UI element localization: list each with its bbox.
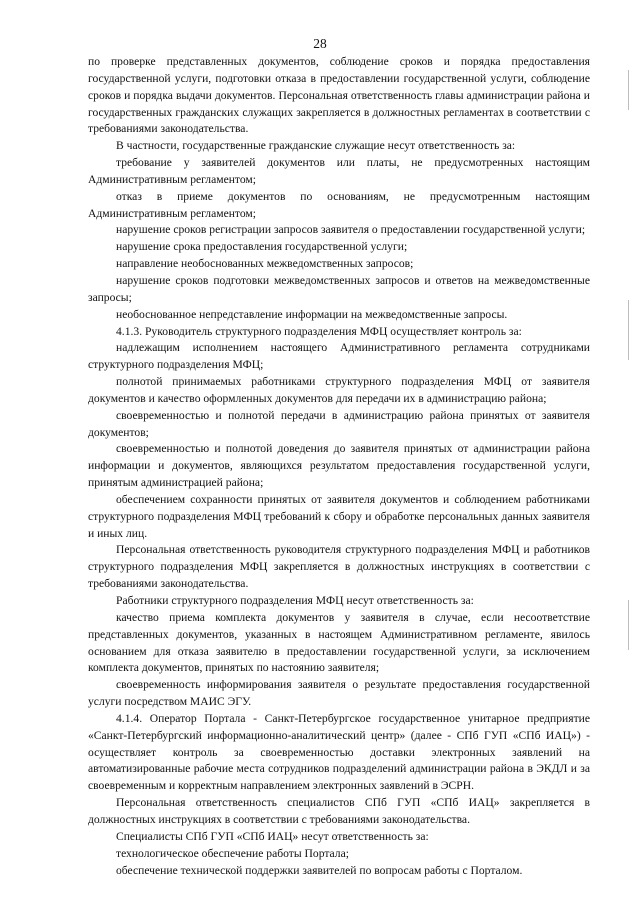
paragraph-8: нарушение сроков подготовки межведомственных запросов и ответов на межведомственные запросы; (88, 273, 590, 304)
paragraph-6: нарушение срока предоставления государственной услуги; (116, 240, 408, 254)
paragraph-2: В частности, государственные гражданские служащие несут ответственность за: (116, 139, 516, 153)
paragraph-17: Работники структурного подразделения МФЦ несут ответственность за: (116, 594, 474, 607)
scan-edge-mark (628, 70, 629, 110)
paragraph-16: Персональная ответственность руководителя структурного подразделения МФЦ и работников структурного подразделения МФЦ закрепляется в должностных инструкциях в соответствии с требованиями законодательства. (88, 543, 590, 591)
scan-edge-mark (628, 600, 629, 650)
paragraph-21: Персональная ответственность специалистов СПб ГУП «СПб ИАЦ» закрепляется в должностных инструкциях в соответствии с требованиями законодательства. (88, 796, 590, 826)
paragraph-24: обеспечение технической поддержки заявителей по вопросам работы с Порталом. (116, 863, 523, 877)
paragraph-20: 4.1.4. Оператор Портала - Санкт-Петербургское государственное унитарное предприятие «Санкт-Петербургский информационно-аналитический центр» (далее - СПб ГУП «СПб ИАЦ») - осуществляет контроль за своевременностью доставки электронных заявлений на автоматизированные рабочие места сотрудников подразделений администрации района в ЭКДЛ и за своевременным и корректным направлением электронных заявлений в ЭСРН. (88, 711, 590, 793)
paragraph-18: качество приема комплекта документов у заявителя в случае, если несоответствие представленных документов, указанных в настоящем Административном регламенте, явилось основанием для отказа заявителю в предоставлении государственной услуги, за исключением комплекта документов, принятых по настоянию заявителя; (88, 610, 590, 675)
paragraph-23: технологическое обеспечение работы Портала; (116, 846, 349, 860)
paragraph-11: надлежащим исполнением настоящего Административного регламента сотрудниками структурного подразделения МФЦ; (88, 341, 590, 372)
paragraph-3: требование у заявителей документов или платы, не предусмотренных настоящим Административным регламентом; (88, 156, 590, 186)
paragraph-10: 4.1.3. Руководитель структурного подразделения МФЦ осуществляет контроль за: (116, 324, 522, 338)
document-body (88, 54, 590, 879)
paragraph-12: полнотой принимаемых работниками структурного подразделения МФЦ от заявителя документов и качество оформленных документов для передачи их в администрацию района; (88, 375, 590, 405)
paragraph-7: направление необоснованных межведомственных запросов; (116, 257, 414, 271)
paragraph-13: своевременностью и полнотой передачи в администрацию района принятых от заявителя документов; (88, 408, 590, 439)
paragraph-14: своевременностью и полнотой доведения до заявителя принятых от администрации района информации и документов, являющихся результатом предоставления государственной услуги, принятым администрацией района; (88, 442, 590, 490)
paragraph-5: нарушение сроков регистрации запросов заявителя о предоставлении государственной услуги; (116, 223, 586, 237)
paragraph-4: отказ в приеме документов по основаниям, не предусмотренным настоящим Административным регламентом; (88, 189, 590, 220)
paragraph-15: обеспечением сохранности принятых от заявителя документов и соблюдением работниками структурного подразделения МФЦ требований к сбору и обработке персональных данных заявителя и иных лиц. (88, 492, 590, 540)
paragraph-19: своевременность информирования заявителя о результате предоставления государственной услуги посредством МАИС ЭГУ. (88, 678, 590, 709)
paragraph-9: необоснованное непредставление информации на межведомственные запросы. (116, 307, 508, 321)
scan-edge-mark (628, 300, 629, 360)
paragraph-1: по проверке представленных документов, соблюдение сроков и порядка предоставления государственной услуги, подготовки отказа в предоставлении государственной услуги, соблюдение сроков и порядка выдачи документов. Персональная ответственность главы администрации района и государственных гражданских служащих закрепляется в должностных регламентах в соответствии с требованиями законодательства. (88, 55, 590, 136)
paragraph-22: Специалисты СПб ГУП «СПб ИАЦ» несут ответственность за: (116, 829, 429, 843)
page-number: 28 (313, 36, 327, 51)
